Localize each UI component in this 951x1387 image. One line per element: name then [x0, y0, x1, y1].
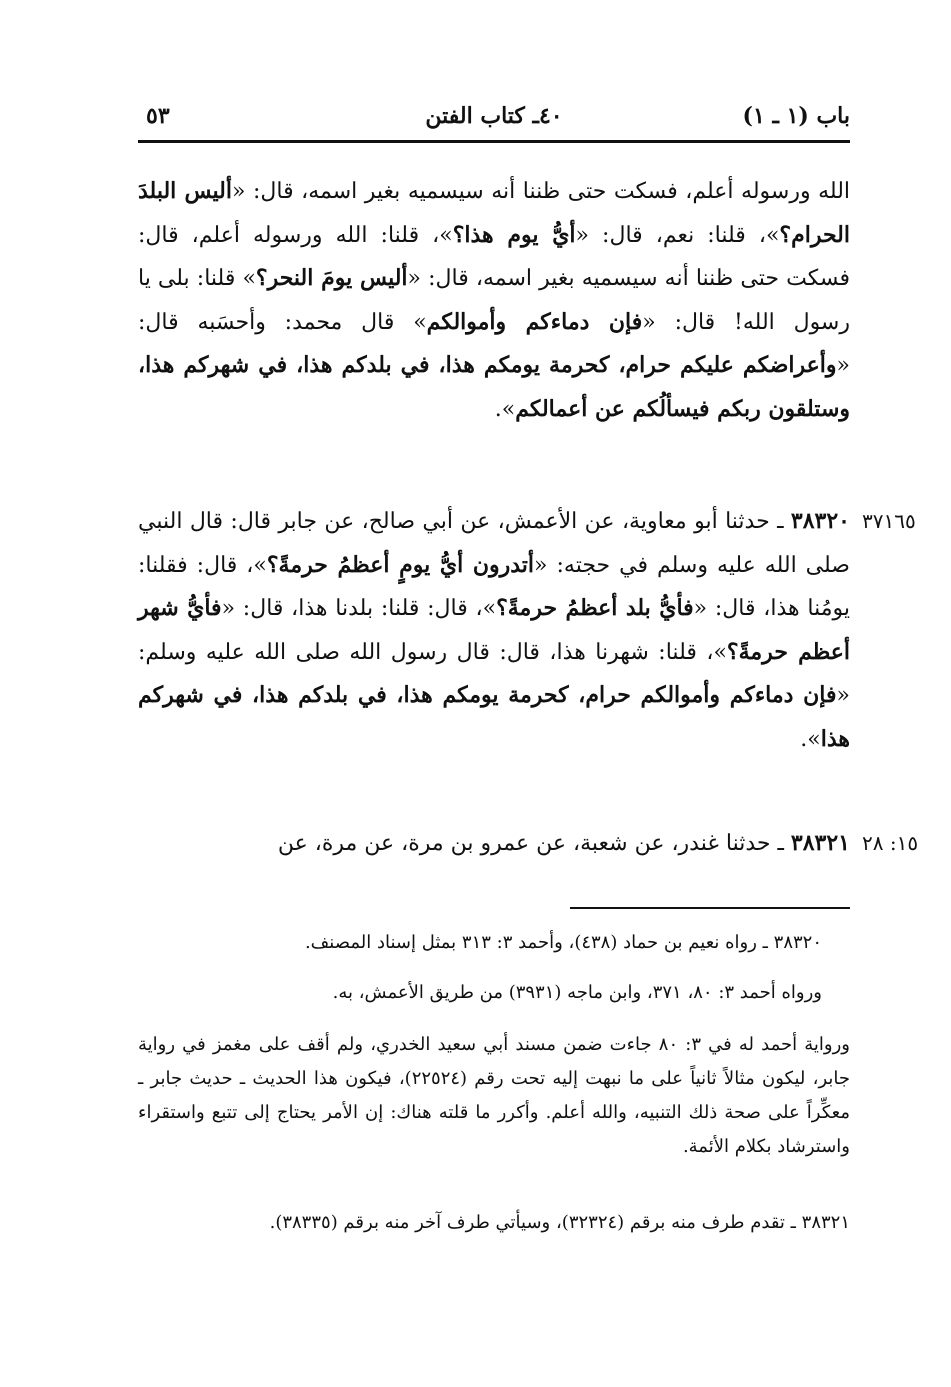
bold-quote: فأيُّ بلد أعظمُ حرمةً؟	[496, 595, 694, 621]
text-run: ».	[800, 726, 821, 752]
bold-quote: وأعراضكم عليكم حرام، كحرمة يومكم هذا، في بلدكم هذا، في شهركم هذا، وستلقون ربكم فيسألُكم عن أعمالكم	[138, 352, 850, 422]
footnote-text: ٣٨٣٢٠ ـ رواه نعيم بن حماد (٤٣٨)، وأحمد ٣: ٣١٣ بمثل إسناد المصنف.	[304, 932, 822, 953]
bold-quote: ٣٨٣٢٠	[790, 508, 850, 534]
footnote	[138, 976, 850, 1010]
bold-quote: أتدرون أيُّ يومٍ أعظمُ حرمةً؟	[266, 551, 535, 578]
bold-quote: أليس يومَ النحر؟	[255, 265, 408, 291]
text-run: الله ورسوله أعلم، فسكت حتى ظننا أنه سيسميه بغير اسمه، قال: «	[231, 179, 851, 204]
margin-reference: ٣٧١٦٥	[862, 509, 916, 533]
text-run: » قال محمد: وأحسَبه قال: «	[138, 309, 850, 378]
text-run: ـ حدثنا غندر، عن شعبة، عن عمرو بن مرة، عن مرة، عن	[277, 831, 791, 856]
text-run: »، قال: قلنا: بلدنا هذا، قال: «	[221, 596, 497, 621]
hadith-38320	[138, 500, 850, 761]
paragraph-continuation	[138, 170, 850, 431]
page-header	[138, 96, 850, 136]
bold-quote: أليس البلدَ الحرام؟	[138, 178, 850, 248]
bold-quote: أيُّ يوم هذا؟	[452, 221, 576, 248]
footnote: ورواية أحمد له في ٣: ٨٠ جاءت ضمن مسند أبي سعيد الخدري، ولم أقف على مغمز في رواية جابر، ليكون مثالاً ثانياً على ما نبهت إليه تحت رقم (٢٢٥٢٤)، فيكون هذا الحديث ـ حديث جابر ـ معكِّراً على صحة ذلك التنبيه، والله أعلم. وأكرر ما قلته هناك: إن الأمر يحتاج إلى تتبع واستقراء واسترشاد بكلام الأئمة.	[138, 1034, 851, 1157]
bold-quote: فأيُّ شهر أعظم حرمةً؟	[138, 595, 850, 665]
bold-quote: فإن دماءكم وأموالكم	[426, 308, 643, 335]
footnote-divider	[570, 907, 850, 909]
page-number: ٥٣	[146, 103, 170, 129]
bold-quote: فإن دماءكم وأموالكم حرام، كحرمة يومكم هذا، في بلدكم هذا، في شهركم هذا	[138, 682, 850, 752]
text-run: »، قال: فقلنا: يومُنا هذا، قال: «	[138, 552, 850, 621]
book-title: ٤٠ـ كتاب الفتن	[425, 103, 563, 129]
chapter-reference: باب (١ ـ ١)	[742, 103, 850, 129]
bold-quote: ٣٨٣٢١	[790, 830, 850, 856]
text-run: »، قلنا: الله ورسوله أعلم، قال: فسكت حتى ظننا أنه سيسميه بغير اسمه، قال: «	[138, 222, 850, 291]
text-run: ـ حدثنا أبو معاوية، عن الأعمش، عن أبي صالح، عن جابر قال: قال النبي صلى الله عليه وسلم في حجته: «	[138, 509, 850, 578]
hadith-38321	[138, 822, 850, 866]
footnote-text: ورواه أحمد ٣: ٨٠، ٣٧١، وابن ماجه (٣٩٣١) من طريق الأعمش، به.	[332, 982, 822, 1003]
margin-reference: ١٥: ٢٨	[862, 831, 919, 855]
text-run: » قلنا: بلى يا رسول الله! قال: «	[138, 266, 850, 335]
footnote: ٣٨٣٢١ ـ تقدم طرف منه برقم (٣٢٣٢٤)، وسيأتي طرف آخر منه برقم (٣٨٣٣٥).	[269, 1212, 850, 1233]
text-run: ».	[494, 396, 516, 422]
text-run: »، قلنا: شهرنا هذا، قال: قال رسول الله صلى الله عليه وسلم: «	[138, 639, 850, 708]
footnote	[138, 926, 850, 960]
header-divider	[138, 140, 850, 143]
text-run: »، قلنا: نعم، قال: «	[575, 222, 780, 248]
